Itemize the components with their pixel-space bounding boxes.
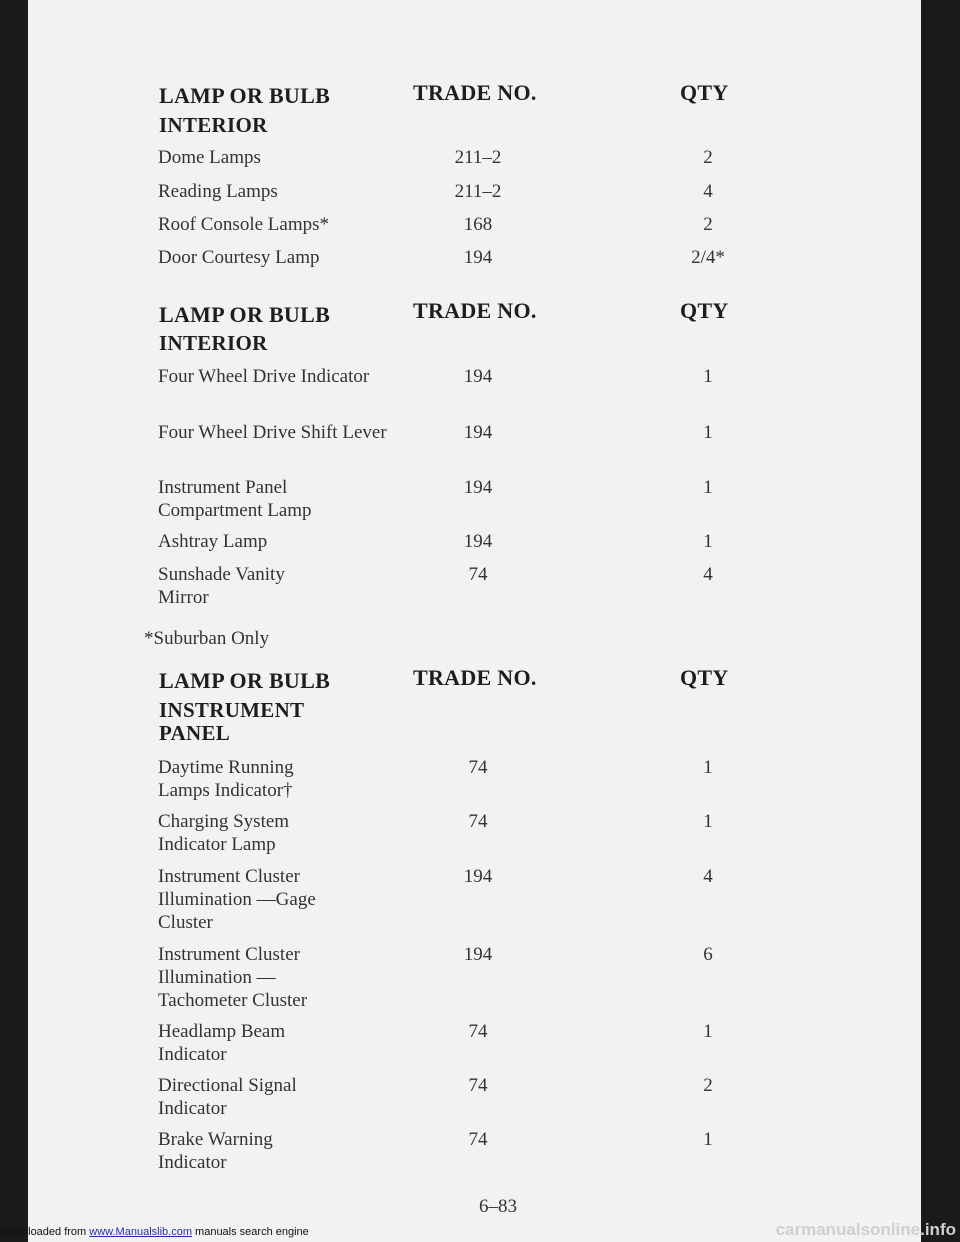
page-number: 6–83 xyxy=(479,1196,517,1217)
trade-number: 74 xyxy=(468,1075,488,1096)
lamp-name: Reading Lamps xyxy=(158,181,278,202)
quantity: 1 xyxy=(703,531,713,552)
lamp-name: Four Wheel Drive Shift Lever xyxy=(158,422,387,443)
quantity: 6 xyxy=(703,944,713,965)
quantity: 1 xyxy=(703,757,713,778)
lamp-name: Daytime Running Lamps Indicator† xyxy=(158,757,294,801)
trade-number: 194 xyxy=(463,866,493,887)
quantity: 4 xyxy=(703,866,713,887)
col-header-trade: TRADE NO. xyxy=(413,665,537,690)
quantity: 2 xyxy=(703,1075,713,1096)
trade-number: 74 xyxy=(468,1129,488,1150)
trade-number: 194 xyxy=(463,944,493,965)
download-footer xyxy=(0,1226,309,1238)
lamp-name: Dome Lamps xyxy=(158,147,261,168)
col-header-lamp: LAMP OR BULB xyxy=(159,302,331,327)
quantity: 1 xyxy=(703,422,713,443)
lamp-name: Door Courtesy Lamp xyxy=(158,247,320,268)
lamp-name: Instrument Cluster Illumination —Tachometer Cluster xyxy=(158,944,308,1011)
lamp-name: Sunshade Vanity Mirror xyxy=(158,564,285,608)
lamp-name: Instrument Panel Compartment Lamp xyxy=(158,477,312,521)
trade-number: 211–2 xyxy=(454,181,502,202)
lamp-name: Roof Console Lamps* xyxy=(158,214,329,235)
quantity: 1 xyxy=(703,1021,713,1042)
quantity: 4 xyxy=(703,181,713,202)
lamp-name: Brake Warning Indicator xyxy=(158,1129,273,1173)
trade-number: 194 xyxy=(463,366,493,387)
lamp-name: Headlamp Beam Indicator xyxy=(158,1021,286,1065)
lamp-name: Ashtray Lamp xyxy=(158,531,268,552)
trade-number: 194 xyxy=(463,422,493,443)
manual-page xyxy=(28,0,921,1242)
category-heading: INTERIOR xyxy=(159,113,268,137)
quantity: 1 xyxy=(703,477,713,498)
footer-prefix: Downloaded from xyxy=(0,1226,90,1238)
col-header-trade: TRADE NO. xyxy=(413,298,537,323)
trade-number: 74 xyxy=(468,564,488,585)
lamp-name: Directional Signal Indicator xyxy=(158,1075,297,1119)
col-header-qty: QTY xyxy=(680,665,729,690)
trade-number: 194 xyxy=(463,247,493,268)
quantity: 4 xyxy=(703,564,713,585)
trade-number: 74 xyxy=(468,757,488,778)
trade-number: 74 xyxy=(468,811,488,832)
col-header-lamp: LAMP OR BULB xyxy=(159,668,331,693)
quantity: 1 xyxy=(703,811,713,832)
trade-number: 211–2 xyxy=(454,147,502,168)
trade-number: 194 xyxy=(463,531,493,552)
trade-number: 194 xyxy=(463,477,493,498)
lamp-name: Four Wheel Drive Indicator xyxy=(158,366,370,387)
col-header-trade: TRADE NO. xyxy=(413,80,537,105)
trade-number: 74 xyxy=(468,1021,488,1042)
col-header-qty: QTY xyxy=(680,80,729,105)
category-heading: INTERIOR xyxy=(159,331,268,355)
trade-number: 168 xyxy=(463,214,493,235)
lamp-name: Charging System Indicator Lamp xyxy=(158,811,290,855)
col-header-qty: QTY xyxy=(680,298,729,323)
watermark: carmanualsonline.info xyxy=(775,1220,956,1239)
quantity: 2 xyxy=(703,147,713,168)
category-heading: INSTRUMENT PANEL xyxy=(159,698,304,745)
quantity: 2/4* xyxy=(691,247,725,268)
quantity: 1 xyxy=(703,366,713,387)
footer-suffix: manuals search engine xyxy=(191,1226,309,1238)
quantity: 2 xyxy=(703,214,713,235)
quantity: 1 xyxy=(703,1129,713,1150)
col-header-lamp: LAMP OR BULB xyxy=(159,83,331,108)
footnote: *Suburban Only xyxy=(144,628,270,649)
lamp-name: Instrument Cluster Illumination —Gage Cluster xyxy=(158,866,316,933)
manualslib-link[interactable]: www.Manualslib.com xyxy=(89,1226,192,1238)
